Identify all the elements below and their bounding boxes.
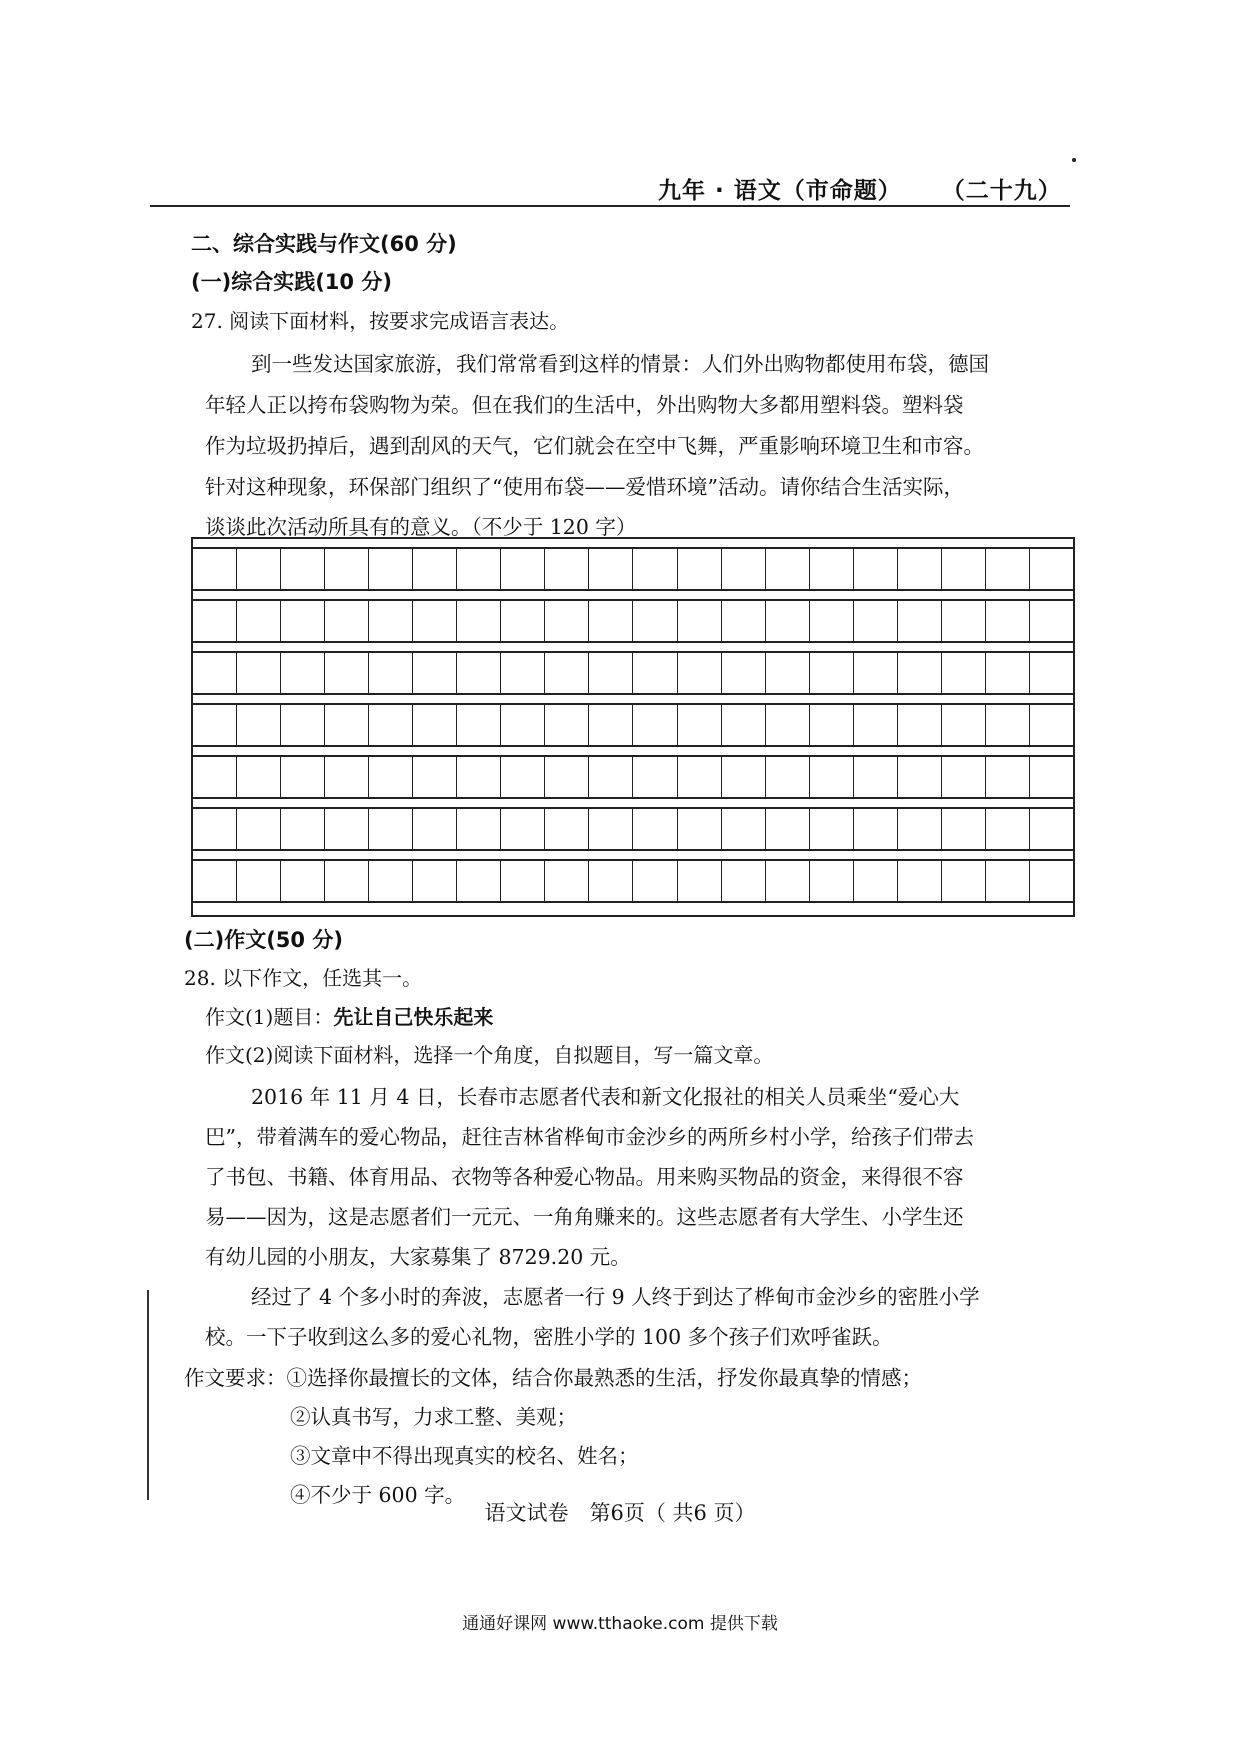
grid-cell[interactable] [501,861,545,901]
grid-cell[interactable] [325,705,369,745]
grid-cell[interactable] [325,757,369,797]
grid-cell[interactable] [678,809,722,849]
margin-line [147,1290,149,1500]
essay2-material-line: 了书包、书籍、体育用品、衣物等各种爱心物品。用来购买物品的资金，来得很不容 [205,1165,964,1189]
exam-number: （二十九） [941,178,1062,204]
grid-cell[interactable] [369,653,413,693]
grid-cell[interactable] [545,653,589,693]
grid-cell[interactable] [986,757,1030,797]
grid-cell[interactable] [281,601,325,641]
grid-cell[interactable] [854,549,898,589]
grid-cell[interactable] [501,653,545,693]
grid-cell[interactable] [854,601,898,641]
grid-cell[interactable] [325,601,369,641]
grid-cell[interactable] [193,653,237,693]
essay2-material-line: 2016 年 11 月 4 日，长春市志愿者代表和新文化报社的相关人员乘坐“爱心大 [251,1085,960,1109]
part2-heading: (二)作文(50 分) [184,928,343,952]
grid-cell[interactable] [678,549,722,589]
q27-material-line: 年轻人正以挎布袋购物为荣。但在我们的生活中，外出购物大多都用塑料袋。塑料袋 [205,393,964,417]
grid-cell[interactable] [325,653,369,693]
grid-cell[interactable] [810,549,854,589]
grid-cell[interactable] [898,861,942,901]
grid-cell[interactable] [413,757,457,797]
grid-cell[interactable] [325,549,369,589]
grid-cell[interactable] [986,809,1030,849]
grid-cell[interactable] [722,653,766,693]
grid-cell[interactable] [281,809,325,849]
grid-cell[interactable] [457,705,501,745]
grid-cell[interactable] [986,549,1030,589]
grid-cell[interactable] [722,601,766,641]
grid-cell[interactable] [281,653,325,693]
grid-cell[interactable] [1030,705,1073,745]
grid-cell[interactable] [457,757,501,797]
q27-material-line: 到一些发达国家旅游，我们常常看到这样的情景：人们外出购物都使用布袋，德国 [251,352,989,376]
grid-cell[interactable] [854,861,898,901]
section-heading: 二、综合实践与作文(60 分) [191,232,457,256]
question-27-prompt: 27. 阅读下面材料，按要求完成语言表达。 [191,309,570,333]
grid-cell[interactable] [722,809,766,849]
grid-cell[interactable] [457,549,501,589]
grid-cell[interactable] [589,757,633,797]
grid-cell[interactable] [1030,653,1073,693]
grid-cell[interactable] [1030,549,1073,589]
grid-cell[interactable] [854,705,898,745]
essay2-material-line: 校。一下子收到这么多的爱心礼物，密胜小学的 100 多个孩子们欢呼雀跃。 [205,1325,893,1349]
grid-cell[interactable] [986,705,1030,745]
essay1-title: 先让自己快乐起来 [333,1005,494,1029]
grid-cell[interactable] [898,549,942,589]
essay2-material-line: 经过了 4 个多小时的奔波，志愿者一行 9 人终于到达了桦甸市金沙乡的密胜小学 [251,1285,980,1309]
grid-cell[interactable] [545,705,589,745]
grid-row [193,703,1073,747]
grid-cell[interactable] [237,809,281,849]
grid-cell[interactable] [237,653,281,693]
grid-cell[interactable] [986,861,1030,901]
grid-cell[interactable] [545,861,589,901]
grid-cell[interactable] [369,757,413,797]
requirement-item: ①选择你最擅长的文体，结合你最熟悉的生活，抒发你最真挚的情感； [286,1366,922,1390]
grid-cell[interactable] [898,809,942,849]
grid-cell[interactable] [766,809,810,849]
requirement-item: ③文章中不得出现真实的校名、姓名； [290,1444,639,1468]
grid-cell[interactable] [898,705,942,745]
grid-cell[interactable] [678,653,722,693]
grid-cell[interactable] [854,809,898,849]
requirement-item: ④不少于 600 字。 [290,1483,466,1507]
grid-cell[interactable] [501,705,545,745]
grid-cell[interactable] [942,809,986,849]
grid-cell[interactable] [766,653,810,693]
exam-header [658,172,1062,205]
exam-title: 九年 · 语文（市命题） [658,178,902,204]
grid-cell[interactable] [457,861,501,901]
grid-cell[interactable] [193,809,237,849]
grid-cell[interactable] [281,861,325,901]
requirements-label: 作文要求： [184,1366,287,1390]
grid-cell[interactable] [501,601,545,641]
grid-cell[interactable] [766,757,810,797]
grid-cell[interactable] [633,757,677,797]
grid-cell[interactable] [633,861,677,901]
grid-cell[interactable] [413,601,457,641]
grid-cell[interactable] [810,809,854,849]
grid-cell[interactable] [633,549,677,589]
grid-cell[interactable] [986,601,1030,641]
grid-cell[interactable] [1030,809,1073,849]
download-credit: 通通好课网 www.tthaoke.com 提供下载 [462,1614,778,1634]
grid-cell[interactable] [898,757,942,797]
grid-cell[interactable] [237,549,281,589]
grid-cell[interactable] [413,549,457,589]
grid-cell[interactable] [237,861,281,901]
grid-cell[interactable] [501,549,545,589]
part1-heading: (一)综合实践(10 分) [191,270,392,294]
grid-cell[interactable] [942,549,986,589]
q27-material-line: 作为垃圾扔掉后，遇到刮风的天气，它们就会在空中飞舞，严重影响环境卫生和市容。 [205,434,984,458]
question-28-prompt: 28. 以下作文，任选其一。 [184,966,423,990]
grid-row [193,859,1073,903]
grid-cell[interactable] [678,601,722,641]
essay2-material-line: 有幼儿园的小朋友，大家募集了 8729.20 元。 [205,1245,631,1269]
grid-cell[interactable] [942,653,986,693]
grid-cell[interactable] [766,549,810,589]
grid-cell[interactable] [722,705,766,745]
grid-cell[interactable] [545,601,589,641]
grid-cell[interactable] [589,653,633,693]
q27-material-line: 针对这种现象，环保部门组织了“使用布袋——爱惜环境”活动。请你结合生活实际， [205,475,964,499]
essay2-material-line: 易——因为，这是志愿者们一元元、一角角赚来的。这些志愿者有大学生、小学生还 [205,1205,964,1229]
grid-cell[interactable] [501,757,545,797]
grid-cell[interactable] [633,601,677,641]
grid-cell[interactable] [810,861,854,901]
grid-cell[interactable] [766,861,810,901]
scan-dot [1072,158,1076,162]
grid-cell[interactable] [633,705,677,745]
grid-cell[interactable] [457,601,501,641]
grid-cell[interactable] [457,809,501,849]
grid-cell[interactable] [633,809,677,849]
grid-cell[interactable] [722,549,766,589]
grid-cell[interactable] [942,861,986,901]
grid-cell[interactable] [281,705,325,745]
essay2-prompt: 作文(2)阅读下面材料，选择一个角度，自拟题目，写一篇文章。 [205,1043,774,1067]
grid-row [193,599,1073,643]
essay2-material-line: 巴”，带着满车的爱心物品，赶往吉林省桦甸市金沙乡的两所乡村小学，给孩子们带去 [205,1125,974,1149]
grid-cell[interactable] [325,861,369,901]
grid-cell[interactable] [854,757,898,797]
grid-cell[interactable] [1030,757,1073,797]
grid-cell[interactable] [589,601,633,641]
grid-cell[interactable] [1030,601,1073,641]
grid-cell[interactable] [193,549,237,589]
grid-cell[interactable] [545,549,589,589]
grid-cell[interactable] [501,809,545,849]
grid-cell[interactable] [369,861,413,901]
grid-cell[interactable] [589,705,633,745]
grid-cell[interactable] [678,705,722,745]
essay1-label: 作文(1)题目： [205,1005,334,1029]
grid-cell[interactable] [854,653,898,693]
header-rule [150,205,1070,207]
grid-row [193,651,1073,695]
grid-cell[interactable] [810,601,854,641]
grid-cell[interactable] [545,757,589,797]
grid-cell[interactable] [281,549,325,589]
grid-cell[interactable] [766,601,810,641]
grid-cell[interactable] [193,861,237,901]
grid-cell[interactable] [678,757,722,797]
essay1-line [205,1001,493,1030]
grid-cell[interactable] [986,653,1030,693]
grid-cell[interactable] [722,757,766,797]
grid-row [193,807,1073,851]
grid-cell[interactable] [237,705,281,745]
grid-cell[interactable] [413,809,457,849]
grid-cell[interactable] [1030,861,1073,901]
grid-cell[interactable] [589,809,633,849]
grid-cell[interactable] [810,705,854,745]
grid-cell[interactable] [369,601,413,641]
grid-cell[interactable] [810,653,854,693]
grid-cell[interactable] [369,705,413,745]
grid-cell[interactable] [678,861,722,901]
grid-cell[interactable] [898,601,942,641]
page-footer: 语文试卷 第6页（ 共6 页） [484,1501,756,1525]
grid-cell[interactable] [325,809,369,849]
grid-cell[interactable] [766,705,810,745]
grid-cell[interactable] [281,757,325,797]
grid-cell[interactable] [413,653,457,693]
grid-cell[interactable] [722,861,766,901]
grid-cell[interactable] [369,809,413,849]
grid-cell[interactable] [633,653,677,693]
grid-cell[interactable] [810,757,854,797]
q27-material-line: 谈谈此次活动所具有的意义。（不少于 120 字） [205,515,637,539]
grid-cell[interactable] [237,601,281,641]
requirement-item: ②认真书写，力求工整、美观； [290,1405,577,1429]
grid-row [193,755,1073,799]
grid-cell[interactable] [193,705,237,745]
grid-cell[interactable] [942,601,986,641]
grid-cell[interactable] [193,601,237,641]
grid-cell[interactable] [589,549,633,589]
answer-grid[interactable] [191,537,1075,917]
grid-cell[interactable] [237,757,281,797]
grid-cell[interactable] [942,757,986,797]
grid-cell[interactable] [589,861,633,901]
grid-cell[interactable] [413,861,457,901]
grid-cell[interactable] [369,549,413,589]
grid-cell[interactable] [545,809,589,849]
requirements-first-line [184,1361,922,1391]
grid-cell[interactable] [457,653,501,693]
grid-cell[interactable] [942,705,986,745]
grid-row [193,547,1073,591]
grid-cell[interactable] [898,653,942,693]
grid-cell[interactable] [413,705,457,745]
grid-cell[interactable] [193,757,237,797]
